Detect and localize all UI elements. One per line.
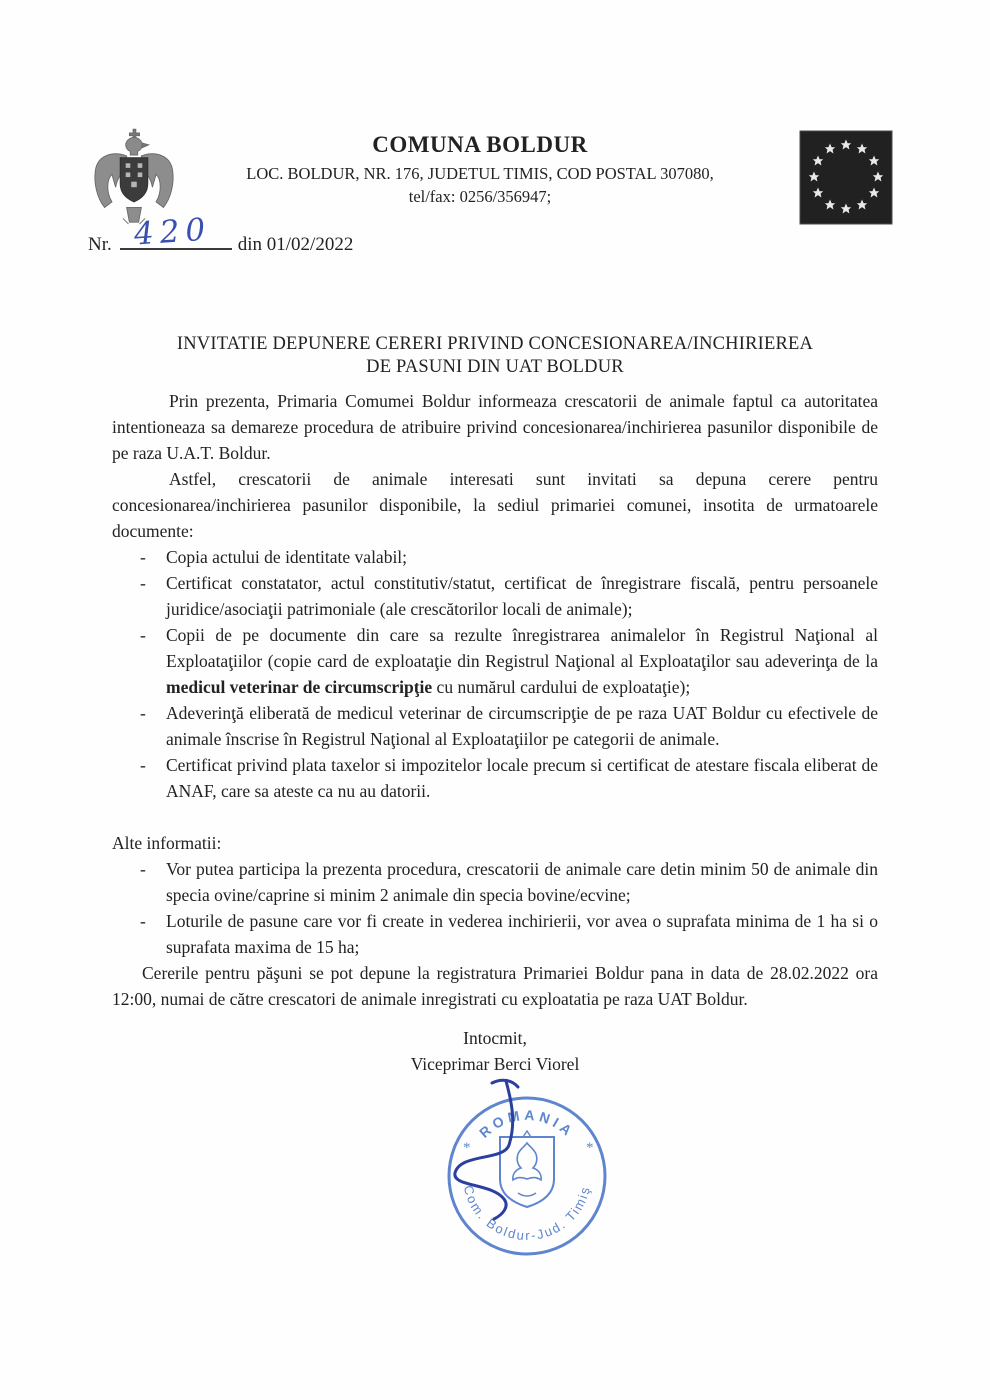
- list-item-text-post: cu numărul cardului de exploataţie);: [432, 677, 691, 697]
- bullet-dash: -: [140, 703, 146, 723]
- official-stamp: [430, 1075, 630, 1260]
- eu-flag-icon: [798, 130, 894, 225]
- stamp-star-left: *: [463, 1140, 471, 1156]
- institution-address: LOC. BOLDUR, NR. 176, JUDETUL TIMIS, COD POSTAL 307080,: [246, 164, 714, 183]
- list-item: [112, 700, 878, 752]
- list-item-text: Adeverinţă eliberată de medicul veterinar de circumscripţie de pe raza UAT Boldur cu efectivele de animale înscrise în Registrul Naţional al Exploataţiilor pe categorii de animale.: [166, 703, 878, 749]
- other-info-label: Alte informatii:: [112, 833, 222, 853]
- nr-label: Nr.: [88, 234, 112, 255]
- stamp-top-text: ROMANIA: [476, 1106, 578, 1141]
- institution-telfax: tel/fax: 0256/356947;: [408, 187, 552, 206]
- letterhead: [160, 131, 800, 208]
- list-item-text: Certificat privind plata taxelor si impozitelor locale precum si certificat de atestare fiscala eliberat de ANAF, care sa ateste ca nu au datorii.: [166, 755, 878, 801]
- paragraph-closing: Cererile pentru păşuni se pot depune la registratura Primariei Boldur pana in data de 28.02.2022 ora 12:00, numai de către crescatori de animale inregistrati cu exploatatia pe raza UAT Boldur.: [112, 963, 878, 1009]
- handwritten-number: 420: [132, 211, 213, 253]
- prepared-by-label: Intocmit,: [463, 1028, 527, 1048]
- list-item: [112, 856, 878, 908]
- list-item-text: Loturile de pasune care vor fi create in vederea inchirierii, vor avea o suprafata minima de 1 ha si o suprafata maxima de 15 ha;: [166, 911, 878, 957]
- reference-line: [88, 211, 354, 256]
- document-title-line2: DE PASUNI DIN UAT BOLDUR: [366, 357, 624, 377]
- bullet-dash: -: [140, 625, 146, 645]
- signatory-name: Viceprimar Berci Viorel: [410, 1054, 580, 1074]
- list-item-text: Copia actului de identitate valabil;: [166, 547, 408, 567]
- bullet-dash: -: [140, 755, 146, 775]
- svg-text:Com. Boldur-Jud. Timiş: [461, 1184, 593, 1243]
- list-item-text: [166, 622, 878, 700]
- list-item: [112, 570, 878, 622]
- list-item: [112, 752, 878, 804]
- list-item: [112, 622, 878, 700]
- paragraph-invitation: Astfel, crescatorii de animale interesati sunt invitati sa depuna cerere pentru concesionarea/inchirierea pasunilor disponibile, la sediul primariei comunei, insotita de urmatoarele documente:: [112, 469, 878, 541]
- date-text: din 01/02/2022: [237, 234, 354, 255]
- bullet-dash: -: [140, 573, 146, 593]
- signature-block: [112, 1025, 878, 1077]
- list-item: [112, 544, 878, 570]
- document-body: [112, 333, 878, 1077]
- svg-text:ROMANIA: [476, 1107, 578, 1141]
- document-title: [112, 333, 878, 379]
- list-item-text-bold: medicul veterinar de circumscripţie: [166, 677, 433, 697]
- list-item: [112, 908, 878, 960]
- list-item-text-pre: Copii de pe documente din care sa rezulte înregistrarea animalelor în Registrul Naţional al Exploataţiilor (copie card de exploataţie din Registrul Naţional al Exploataţilor sau adeverinţa de la: [166, 625, 878, 671]
- bullet-dash: -: [140, 911, 146, 931]
- bullet-dash: -: [140, 859, 146, 879]
- document-title-line1: INVITATIE DEPUNERE CERERI PRIVIND CONCESIONAREA/INCHIRIEREA: [176, 334, 814, 354]
- bullet-dash: -: [140, 547, 146, 567]
- list-item-text: Vor putea participa la prezenta procedura, crescatorii de animale care detin minim 50 de animale din specia ovine/caprine si minim 2 animale din specia bovine/ecvine;: [166, 859, 878, 905]
- stamp-bottom-text: Com. Boldur-Jud. Timiş: [460, 1183, 594, 1244]
- list-item-text: Certificat constatator, actul constitutiv/statut, certificat de înregistrare fiscală, pentru persoanele juridice/asociaţii patrimoniale (ale crescătorilor locali de animale);: [166, 573, 878, 619]
- institution-name: COMUNA BOLDUR: [372, 132, 588, 157]
- stamp-star-right: *: [586, 1140, 594, 1156]
- paragraph-intro: Prin prezenta, Primaria Comumei Boldur informeaza crescatorii de animale faptul ca autoritatea intentioneaza sa demareze procedura de atribuire privind concesionarea/inchirierea pasunilor disponibile de pe raza U.A.T. Boldur.: [112, 391, 878, 463]
